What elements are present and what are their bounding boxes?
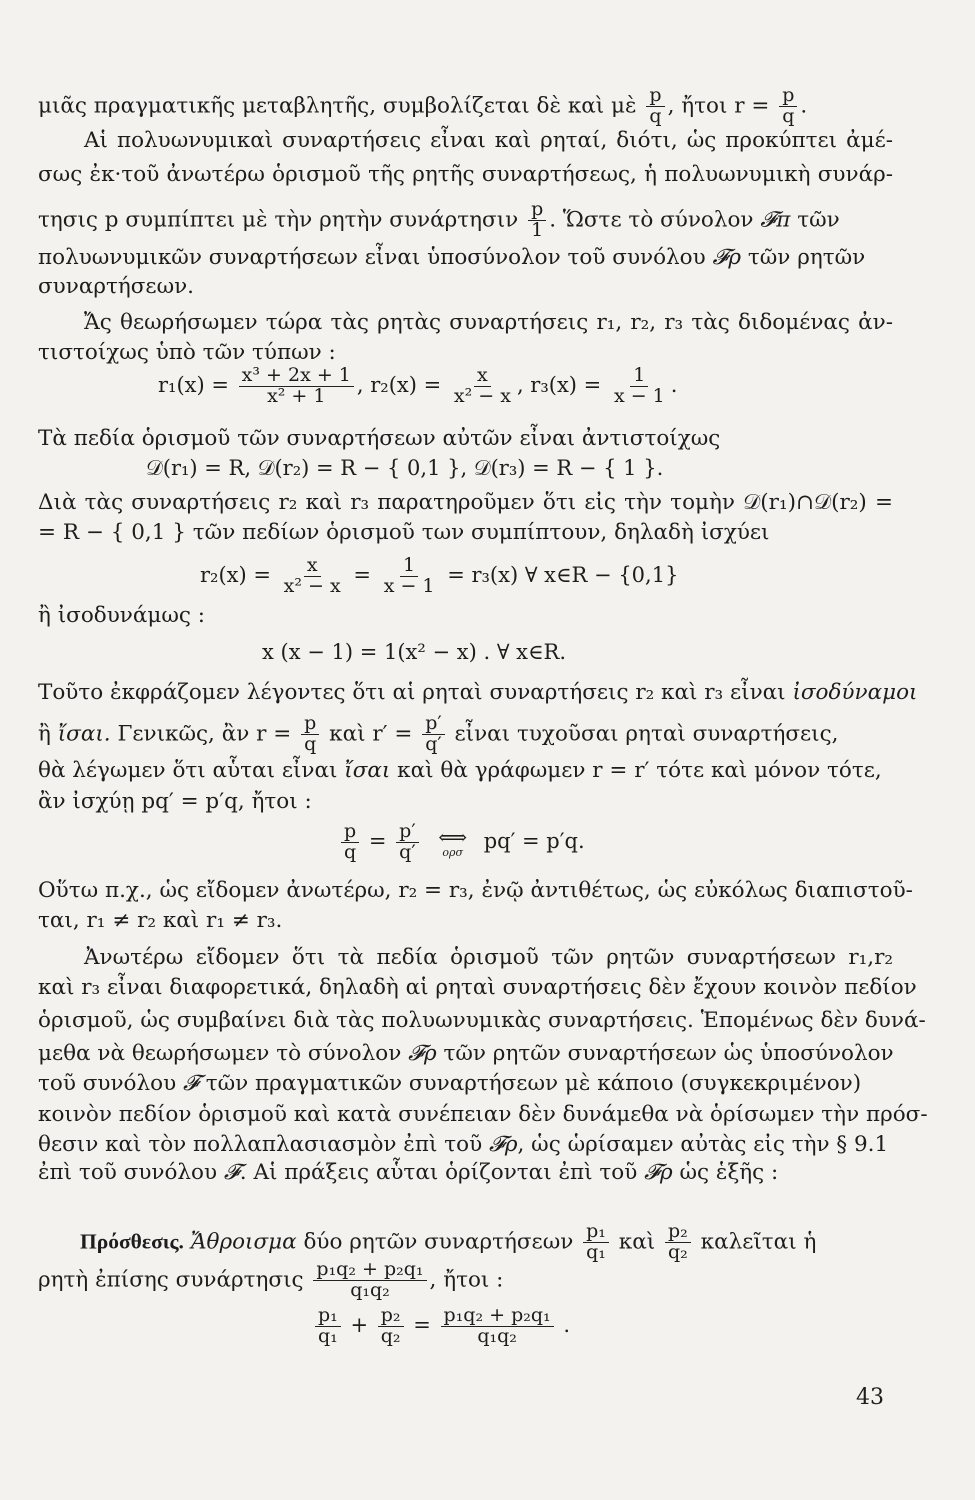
text-line: τιστοίχως ὑπὸ τῶν τύπων : — [38, 340, 336, 365]
script-f-pi-symbol: 𝓕π — [760, 207, 791, 233]
text-line: Αἱ πολυωνυμικαὶ συναρτήσεις εἶναι καὶ ρηταί, διότι, ὡς προκύπτει ἀμέ- — [84, 128, 893, 153]
page-number: 43 — [856, 1385, 884, 1410]
equation-equivalence: x (x − 1) = 1(x² − x) . ∀ x∈R. — [262, 640, 567, 664]
text-line: καὶ r₃ εἶναι διαφορετικά, δηλαδὴ αἱ ρηταὶ συναρτήσεις δὲν ἔχουν κοινὸν πεδίον — [38, 975, 917, 1000]
fraction: $\frac{p}{1}$ — [528, 200, 546, 241]
section-heading: Πρόσθεσις. — [80, 1229, 184, 1254]
equation-domains: 𝒟(r₁) = R, 𝒟(r₂) = R − { 0,1 }, 𝒟(r₃) = R − { 1 }. — [146, 456, 664, 480]
text-line: ρητὴ ἐπίσης συνάρτησις $\frac{\text{p₁q₂ + p₂q₁}}{\text{q₁q₂}}$ , ἤτοι : — [38, 1258, 504, 1301]
text-line: τησις p συμπίπτει μὲ τὴν ρητὴν συνάρτησιν $\frac{p}{1}$ . Ὥστε τὸ σύνολον 𝓕π τῶν — [38, 198, 840, 241]
text-line: Τὰ πεδία ὁρισμοῦ τῶν συναρτήσεων αὐτῶν εἶναι ἀντιστοίχως — [38, 426, 721, 451]
text-line: πολυωνυμικῶν συναρτήσεων εἶναι ὑποσύνολον τοῦ συνόλου 𝓕ρ τῶν ρητῶν — [38, 245, 866, 270]
text-line: σως ἐκ·τοῦ ἀνωτέρω ὁρισμοῦ τῆς ρητῆς συναρτήσεως, ἡ πολυωνυμικὴ συνάρ- — [38, 162, 893, 187]
text-line: ἂν ἰσχύῃ pq′ = p′q, ἤτοι : — [38, 789, 312, 814]
text-line: ἢ ἴσαι. Γενικῶς, ἂν r = $\frac{p}{q}$ καὶ r′ = $\frac{p'}{q'}$ εἶναι τυχοῦσαι ρηταὶ συναρτήσεις, — [38, 712, 839, 755]
fraction: $\frac{p}{q}$ — [779, 86, 797, 127]
text-line: θὰ λέγωμεν ὅτι αὗται εἶναι ἴσαι καὶ θὰ γράφωμεν r = r′ τότε καὶ μόνον τότε, — [38, 758, 882, 783]
text-line: μιᾶς πραγματικῆς μεταβλητῆς, συμβολίζεται δὲ καὶ μὲ $\frac{p}{q}$ , ἤτοι r = $\frac{p}{q}$ . — [38, 84, 808, 127]
text-line: Οὕτω π.χ., ὡς εἴδομεν ἀνωτέρω, r₂ = r₃, ἐνῷ ἀντιθέτως, ὡς εὐκόλως διαπιστοῦ- — [38, 878, 913, 903]
equation-r2-equals-r3: r₂(x) = $\frac{x}{\text{x² − x}}$ = $\frac{1}{x - 1}$ = r₃(x) ∀ x∈R − {0,1} — [200, 554, 679, 597]
iff-arrow-icon: ⟺ ορσ — [438, 824, 467, 859]
text-line: ὁρισμοῦ, ὡς συμβαίνει διὰ τὰς πολυωνυμικὰς συναρτήσεις. Ἑπομένως δὲν δυνά- — [38, 1008, 926, 1033]
text-line: Διὰ τὰς συναρτήσεις r₂ καὶ r₃ παρατηροῦμεν ὅτι εἰς τὴν τομὴν 𝒟(r₁)∩𝒟(r₂) = — [38, 490, 893, 515]
text-line: Ἀνωτέρω εἴδομεν ὅτι τὰ πεδία ὁρισμοῦ τῶν ρητῶν συναρτήσεων r₁,r₂ — [84, 945, 893, 970]
text-line: Πρόσθεσις. Ἄθροισμα δύο ρητῶν συναρτήσεων $\frac{\text{p₁}}{\text{q₁}}$ καὶ $\frac{\text{p₂}}{\text{q₂}}$ καλεῖται ἡ — [80, 1220, 817, 1263]
text-line: ἢ ἰσοδυνάμως : — [38, 603, 205, 628]
text-line: = R − { 0,1 } τῶν πεδίων ὁρισμοῦ των συμπίπτουν, δηλαδὴ ἰσχύει — [38, 520, 770, 545]
text-line: Ἄς θεωρήσωμεν τώρα τὰς ρητὰς συναρτήσεις r₁, r₂, r₃ τὰς διδομένας ἀν- — [84, 310, 893, 335]
equation-equality-definition: $\frac{p}{q}$ = $\frac{p'}{q'}$ ⟺ ορσ pq′ = p′q. — [338, 822, 585, 863]
text-line: ἐπὶ τοῦ συνόλου 𝓕. Αἱ πράξεις αὗται ὁρίζονται ἐπὶ τοῦ 𝓕ρ ὡς ἑξῆς : — [38, 1160, 779, 1185]
text-line: Τοῦτο ἐκφράζομεν λέγοντες ὅτι αἱ ρηταὶ συναρτήσεις r₂ καὶ r₃ εἶναι ἰσοδύναμοι — [38, 680, 918, 705]
equation-sum-definition: $\frac{\text{p₁}}{\text{q₁}}$ + $\frac{\text{p₂}}{\text{q₂}}$ = $\frac{\text{p₁q₂ + p₂q₁}}{\text{q₁q₂}}$ . — [312, 1306, 570, 1347]
text-line: τοῦ συνόλου 𝓕 τῶν πραγματικῶν συναρτήσεων μὲ κάποιο (συγκεκριμένον) — [38, 1071, 862, 1096]
fraction: $\frac{p}{q}$ — [646, 86, 664, 127]
text-line: ται, r₁ ≠ r₂ καὶ r₁ ≠ r₃. — [38, 908, 283, 933]
script-f-rho-symbol: 𝓕ρ — [712, 245, 742, 270]
text-line: κοινὸν πεδίον ὁρισμοῦ καὶ κατὰ συνέπειαν δὲν δυνάμεθα νὰ ὁρίσωμεν τὴν πρόσ- — [38, 1102, 928, 1127]
text-line: θεσιν καὶ τὸν πολλαπλασιασμὸν ἐπὶ τοῦ 𝓕ρ, ὡς ὡρίσαμεν αὐτὰς εἰς τὴν § 9.1 — [38, 1132, 889, 1157]
text-line: μεθα νὰ θεωρήσωμεν τὸ σύνολον 𝓕ρ τῶν ρητῶν συναρτήσεων ὡς ὑποσύνολον — [38, 1041, 894, 1066]
equation-rational-functions: r₁(x) = $\frac{\text{x³ + 2x + 1}}{\text{x² + 1}}$ , r₂(x) = $\frac{x}{\text{x² − x}}$ , r₃(x) = $\frac{1}{x - 1}$ . — [158, 364, 678, 407]
text-line: συναρτήσεων. — [38, 274, 195, 299]
